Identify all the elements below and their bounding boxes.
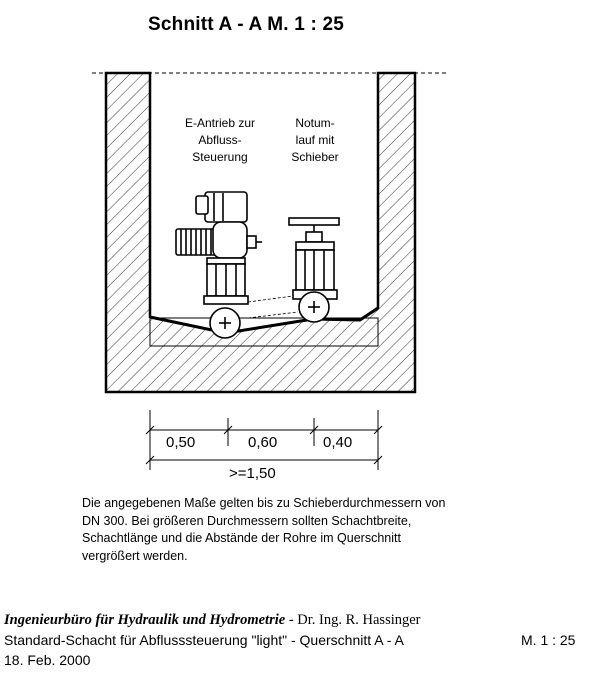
note-line: Schachtlänge und die Abstände der Rohre im Querschnitt: [82, 531, 401, 545]
office-name: Ingenieurbüro für Hydraulik und Hydrometrie: [4, 612, 286, 628]
bypass-gate-valve: [289, 218, 339, 299]
dimension-label-3: 0,40: [323, 434, 353, 451]
footer-scale: M. 1 : 25: [521, 632, 576, 648]
label-electric-drive: [168, 115, 272, 166]
footer-subtitle: Standard-Schacht für Abflusssteuerung "light" - Querschnitt A - A: [4, 632, 404, 648]
label-bypass-valve: [275, 115, 355, 166]
bypass-connection: [248, 296, 293, 302]
drawing-title: Schnitt A - A M. 1 : 25: [148, 14, 345, 35]
dimension-label-2: 0,60: [248, 434, 278, 451]
footer-office: [4, 612, 421, 629]
pipe-right: [299, 292, 329, 322]
label-line: Steuerung: [192, 150, 248, 164]
pipe-left: [210, 308, 240, 338]
bypass-connection-lower: [248, 312, 298, 318]
office-author: - Dr. Ing. R. Hassinger: [285, 612, 421, 628]
dimension-note: [82, 495, 552, 565]
label-line: E-Antrieb zur: [184, 116, 256, 130]
label-line: Notum-: [295, 116, 335, 130]
label-line: Abfluss-: [198, 133, 242, 147]
dimension-label-1: 0,50: [166, 434, 196, 451]
dimension-label-total: >=1,50: [229, 465, 276, 482]
note-line: DN 300. Bei größeren Durchmessern sollten Schachtbreite,: [82, 513, 412, 528]
label-line: lauf mit: [295, 133, 335, 147]
note-line: vergrößert werden.: [82, 548, 188, 563]
note-line: Die angegebenen Maße gelten bis zu Schieberdurchmessern von: [82, 496, 446, 510]
electric-actuator: [176, 192, 262, 304]
label-line: Schieber: [291, 150, 339, 164]
footer-date: 18. Feb. 2000: [4, 652, 91, 668]
